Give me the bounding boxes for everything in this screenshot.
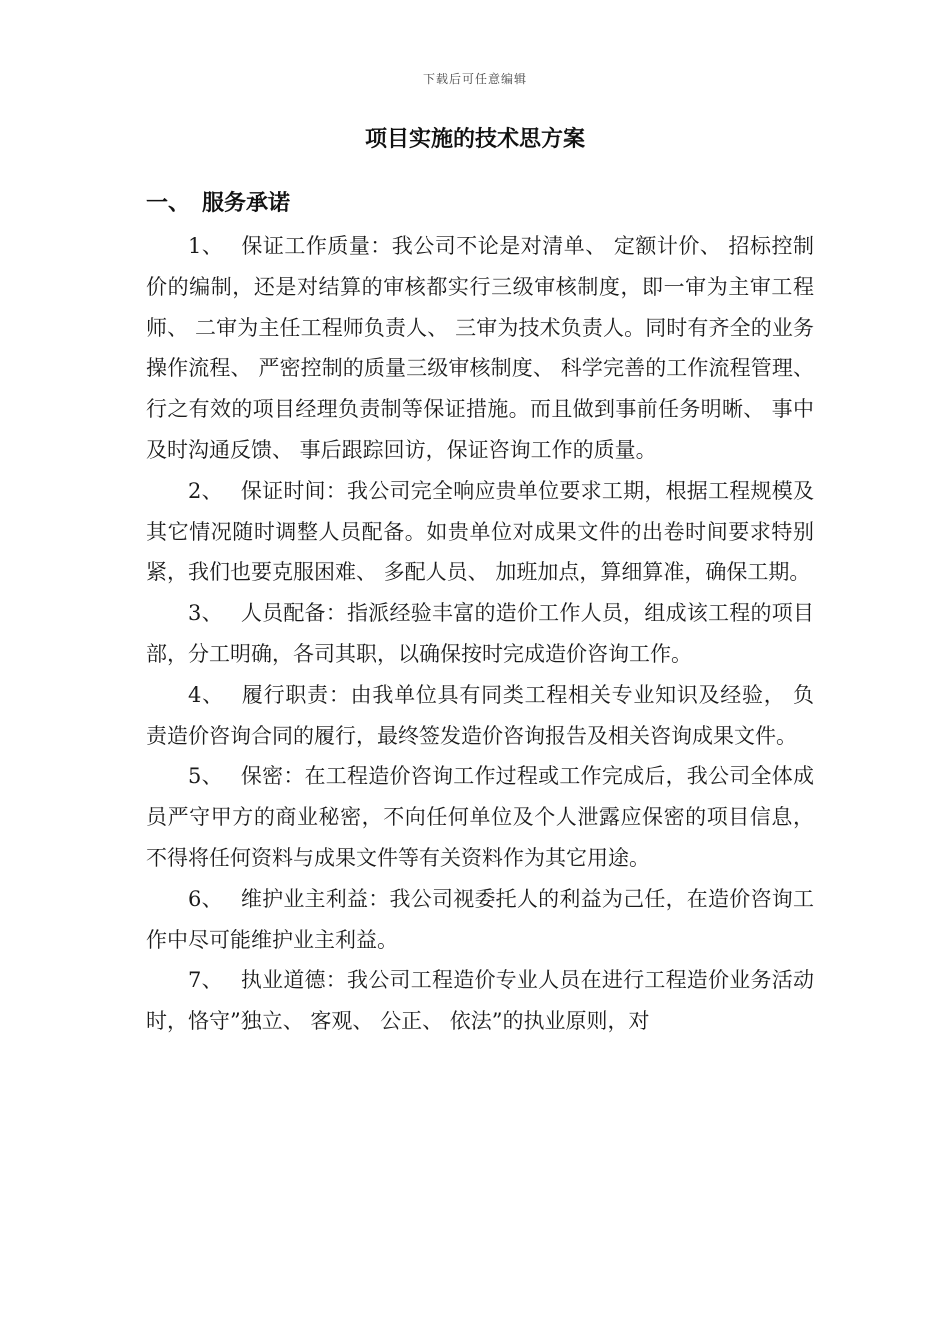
paragraph-4 (146, 675, 814, 757)
paragraph-text: 保证工作质量：我公司不论是对清单、 定额计价、 招标控制价的编制，还是对结算的审核都实行三级审核制度，即一审为主审工程师、 二审为主任工程师负责人、 三审为技术负责人。同时有齐全的业务操作流程、 严密控制的质量三级审核制度、 科学完善的工作流程管理、 行之有效的项目经理负责制等保证措施。而且做到事前任务明晰、 事中及时沟通反馈、 事后跟踪回访，保证咨询工作的质量。 (146, 234, 814, 462)
paragraph-number: 3、 (188, 601, 223, 626)
paragraph-6 (146, 879, 814, 961)
paragraph-text: 保证时间：我公司完全响应贵单位要求工期，根据工程规模及其它情况随时调整人员配备。如贵单位对成果文件的出卷时间要求特别紧，我们也要克服困难、 多配人员、 加班加点，算细算准，确保工期。 (146, 478, 814, 585)
paragraph-3 (146, 593, 814, 675)
paragraph-7 (146, 960, 814, 1042)
paragraph-2 (146, 471, 814, 593)
paragraph-number: 6、 (188, 886, 223, 911)
paragraph-number: 4、 (188, 682, 224, 707)
paragraph-5 (146, 756, 814, 878)
section-heading (146, 186, 290, 217)
section-title: 服务承诺 (202, 191, 291, 216)
paragraph-text: 人员配备：指派经验丰富的造价工作人员，组成该工程的项目部，分工明确，各司其职，以确保按时完成造价咨询工作。 (146, 601, 814, 666)
section-number: 一、 (146, 191, 191, 216)
header-note: 下载后可任意编辑 (422, 72, 527, 86)
body-text (146, 226, 814, 1042)
paragraph-text: 执业道德：我公司工程造价专业人员在进行工程造价业务活动时，恪守”独立、 客观、 公正、 依法”的执业原则，对 (146, 968, 814, 1034)
document-title: 项目实施的技术思方案 (364, 127, 585, 152)
paragraph-1 (146, 226, 814, 471)
paragraph-number: 5、 (188, 764, 223, 789)
paragraph-number: 1、 (188, 234, 224, 258)
paragraph-text: 维护业主利益：我公司视委托人的利益为己任，在造价咨询工作中尽可能维护业主利益。 (146, 886, 814, 952)
paragraph-number: 7、 (188, 968, 223, 993)
paragraph-text: 履行职责：由我单位具有同类工程相关专业知识及经验， 负责造价咨询合同的履行，最终签发造价咨询报告及相关咨询成果文件。 (146, 682, 814, 748)
paragraph-text: 保密：在工程造价咨询工作过程或工作完成后，我公司全体成员严守甲方的商业秘密，不向任何单位及个人泄露应保密的项目信息，不得将任何资料与成果文件等有关资料作为其它用途。 (146, 764, 814, 870)
paragraph-number: 2、 (188, 478, 223, 503)
